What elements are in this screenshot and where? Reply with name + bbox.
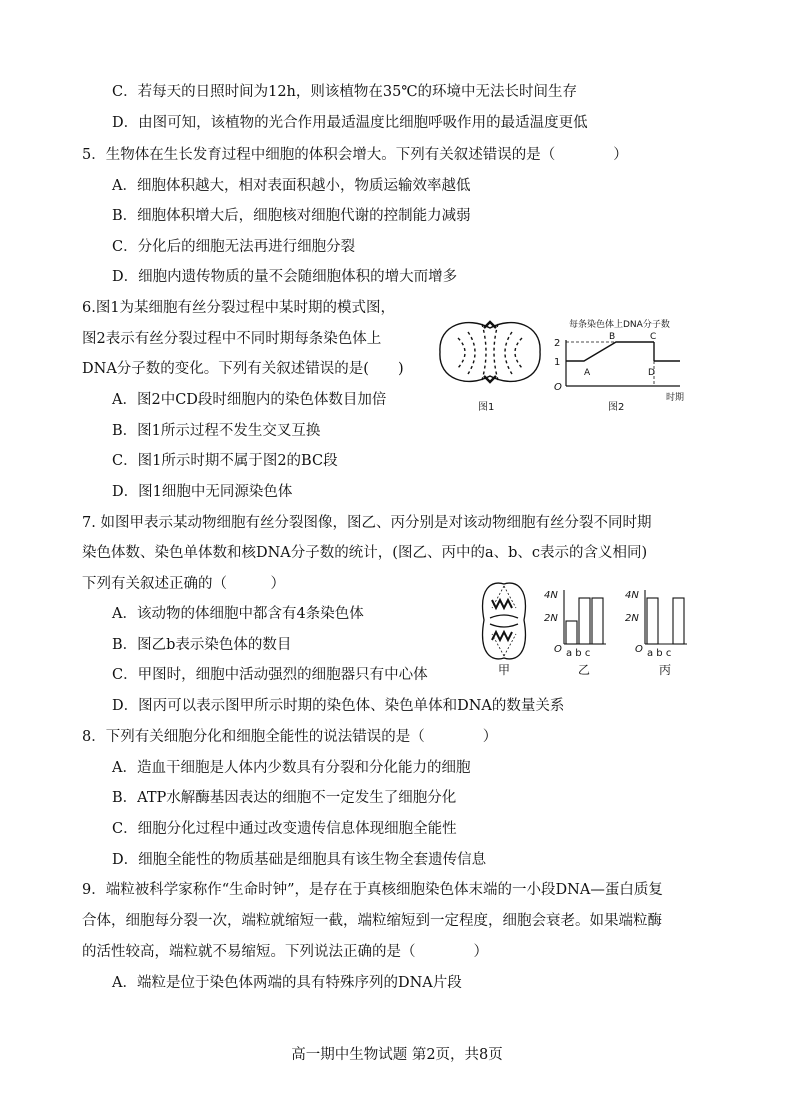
question-6-line3: DNA分子数的变化。下列有关叙述错误的是( ) [82, 361, 404, 377]
q6-option-c: C．图1所示时期不属于图2的BC段 [112, 453, 338, 469]
fig-bing-chart [625, 590, 687, 677]
fig-yi-chart [544, 590, 606, 677]
question-7-line1: 7. 如图甲表示某动物细胞有丝分裂图像，图乙、丙分别是对该动物细胞有丝分裂不同时期 [82, 515, 652, 531]
fig-bing-tick-4n: 4N [625, 590, 639, 601]
q5-option-a: A．细胞体积越大，相对表面积越小，物质运输效率越低 [112, 178, 471, 194]
q6-figure [428, 310, 693, 415]
fig-jia-cell [483, 583, 526, 659]
question-7-line2: 染色体数、染色单体数和核DNA分子数的统计，(图乙、丙中的a、b、c表示的含义相同) [82, 545, 648, 561]
q8-option-d: D．细胞全能性的物质基础是细胞具有该生物全套遗传信息 [112, 852, 487, 868]
q7-option-b: B．图乙b表示染色体的数目 [112, 637, 292, 653]
fig-bing-label: 丙 [659, 663, 672, 677]
fig-bing-origin: O [635, 644, 643, 655]
question-7-line3: 下列有关叙述正确的（ ） [82, 576, 285, 592]
fig-bing-bar-c [673, 598, 684, 644]
fig2-origin: O [554, 382, 562, 393]
q9-option-a: A．端粒是位于染色体两端的具有特殊序列的DNA片段 [112, 975, 462, 991]
question-9-line3: 的活性较高，端粒就不易缩短。下列说法正确的是（ ） [82, 944, 488, 960]
fig-yi-label: 乙 [578, 663, 591, 677]
fig2-x-label: 时期 [666, 393, 685, 403]
fig-yi-bar-b [579, 598, 590, 644]
fig2-caption: 图2 [608, 402, 625, 413]
fig2-point-b: B [609, 332, 616, 342]
fig2-point-a: A [584, 368, 591, 378]
fig1-caption: 图1 [478, 402, 495, 413]
page-footer: 高一期中生物试题 第2页，共8页 [291, 1047, 503, 1063]
fig2-graph-title: 每条染色体上DNA分子数 [569, 320, 670, 330]
fig-bing-bar-a [647, 598, 658, 644]
q6-option-a: A．图2中CD段时细胞内的染色体数目加倍 [112, 392, 387, 408]
fig-yi-tick-2n: 2N [544, 613, 558, 624]
q4-option-c: C．若每天的日照时间为12h，则该植物在35℃的环境中无法长时间生存 [112, 84, 578, 100]
fig-yi-bar-a [566, 621, 577, 644]
q7-option-d: D．图丙可以表示图甲所示时期的染色体、染色单体和DNA的数量关系 [112, 698, 565, 714]
q5-option-c: C．分化后的细胞无法再进行细胞分裂 [112, 239, 356, 255]
fig-yi-tick-4n: 4N [544, 590, 558, 601]
q6-option-b: B．图1所示过程不发生交叉互换 [112, 423, 321, 439]
question-6-line2: 图2表示有丝分裂过程中不同时期每条染色体上 [82, 331, 382, 347]
fig2-point-d: D [648, 368, 655, 378]
q8-option-a: A．造血干细胞是人体内少数具有分裂和分化能力的细胞 [112, 760, 471, 776]
q6-option-d: D．图1细胞中无同源染色体 [112, 484, 293, 500]
fig2-graph [554, 318, 684, 413]
q5-option-d: D．细胞内遗传物质的量不会随细胞体积的增大而增多 [112, 269, 458, 285]
q5-option-b: B．细胞体积增大后，细胞核对细胞代谢的控制能力减弱 [112, 208, 471, 224]
q8-option-c: C．细胞分化过程中通过改变遗传信息体现细胞全能性 [112, 821, 457, 837]
fig2-y-tick-1: 1 [554, 357, 561, 368]
fig-yi-origin: O [554, 644, 562, 655]
question-9-line1: 9．端粒被科学家称作“生命时钟”，是存在于真核细胞染色体末端的一小段DNA—蛋白质复 [82, 882, 663, 898]
q8-option-b: B．ATP水解酶基因表达的细胞不一定发生了细胞分化 [112, 790, 457, 806]
fig-yi-bar-labels: a b c [566, 648, 591, 659]
fig-bing-bar-labels: a b c [647, 648, 672, 659]
fig-bing-tick-2n: 2N [625, 613, 639, 624]
fig1-cell-diagram [440, 322, 540, 382]
q7-figure [470, 578, 695, 678]
question-8: 8．下列有关细胞分化和细胞全能性的说法错误的是（ ） [82, 729, 498, 745]
fig2-point-c: C [650, 332, 657, 342]
q7-option-a: A．该动物的体细胞中都含有4条染色体 [112, 606, 364, 622]
question-6-line1: 6.图1为某细胞有丝分裂过程中某时期的模式图， [82, 300, 396, 316]
question-9-line2: 合体，细胞每分裂一次，端粒就缩短一截，端粒缩短到一定程度，细胞会衰老。如果端粒酶 [82, 913, 662, 929]
q7-option-c: C．甲图时，细胞中活动强烈的细胞器只有中心体 [112, 667, 428, 683]
q4-option-d: D．由图可知，该植物的光合作用最适温度比细胞呼吸作用的最适温度更低 [112, 115, 588, 131]
fig-jia-label: 甲 [498, 663, 511, 677]
question-5: 5．生物体在生长发育过程中细胞的体积会增大。下列有关叙述错误的是（ ） [82, 147, 628, 163]
fig-yi-bar-c [592, 598, 603, 644]
fig2-y-tick-2: 2 [554, 338, 561, 349]
